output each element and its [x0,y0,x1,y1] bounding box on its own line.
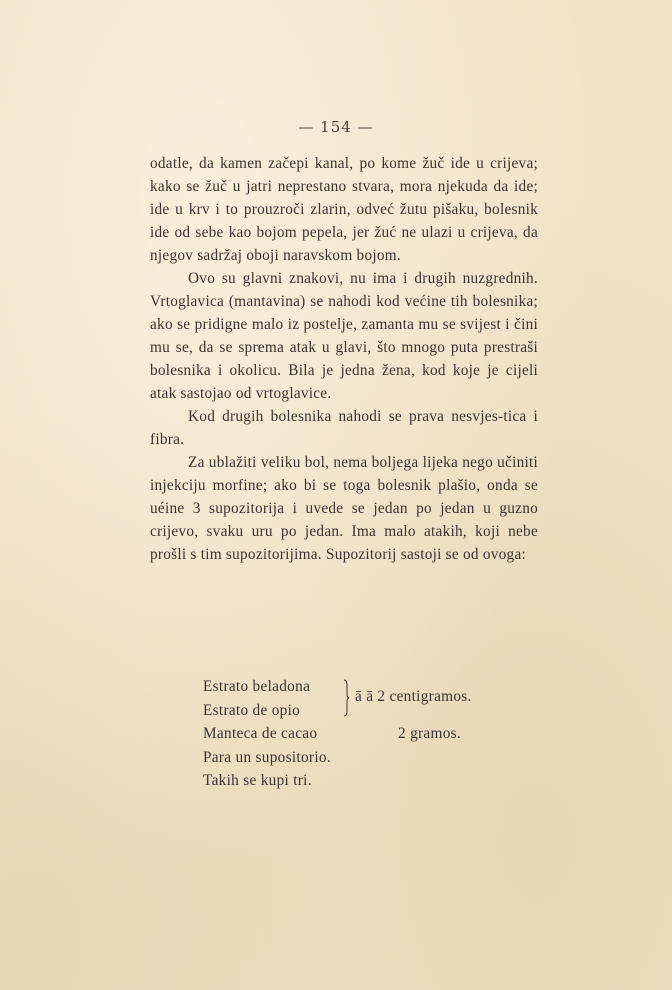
paragraph-2: Ovo su glavni znakovi, nu ima i drugih nuzgrednih. Vrtoglavica (mantavina) se nahodi kod većine tih bolesnika; ako se pridigne malo iz postelje, zamanta mu se svijest i čini mu se, da se sprema atak u glavi, što mnogo puta prestraši bolesnika i okolicu. Bila je jedna žena, kod koje je cijeli atak sastojao od vrtoglavice. [150,270,538,402]
curly-brace-icon [343,679,349,717]
recipe-line [203,722,543,746]
recipe-closing-line: Para un supositorio. [203,748,331,766]
paragraph-4: Za ublažiti veliku bol, nema boljega lijeka nego učiniti injekciju morfine; ako bi se toga bolesnik plašio, onda se uéine 3 supozitorija i uvede se jedan po jedan u guzno crijevo, svaku uru po jedan. Ima malo atakih, koji nebe prošli s tim supozitorijima. Supozitorij sastoji se od ovoga: [150,454,538,563]
ingredient-name: Estrato beladona [203,678,311,695]
paragraph-1: odatle, da kamen začepi kanal, po kome žuč ide u crijeva; kako se žuč u jatri neprestano stvara, mora njekuda da ide; ide u krv i to prouzroči zlarin, odveć žutu pišaku, bolesnik ide od sebe kao bojom pepela, jer žuć ne ulazi u crijeva, da njegov sadržaj oboji naravskom bojom. [150,155,538,264]
ingredient-name: Manteca de cacao [203,725,318,742]
body-text [150,152,538,566]
recipe-line [203,769,543,793]
recipe [203,675,543,793]
recipe-closing-line: Takih se kupi tri. [203,772,312,789]
ingredient-quantity: 2 gramos. [398,725,462,742]
paragraph-3: Kod drugih bolesnika nahodi se prava nesvjes-tica i fibra. [150,408,538,448]
grouped-quantity: ā ā 2 centigramos. [355,688,472,705]
page-number: — 154 — [298,118,374,136]
ingredient-name: Estrato de opio [203,701,301,719]
recipe-line [203,746,543,770]
